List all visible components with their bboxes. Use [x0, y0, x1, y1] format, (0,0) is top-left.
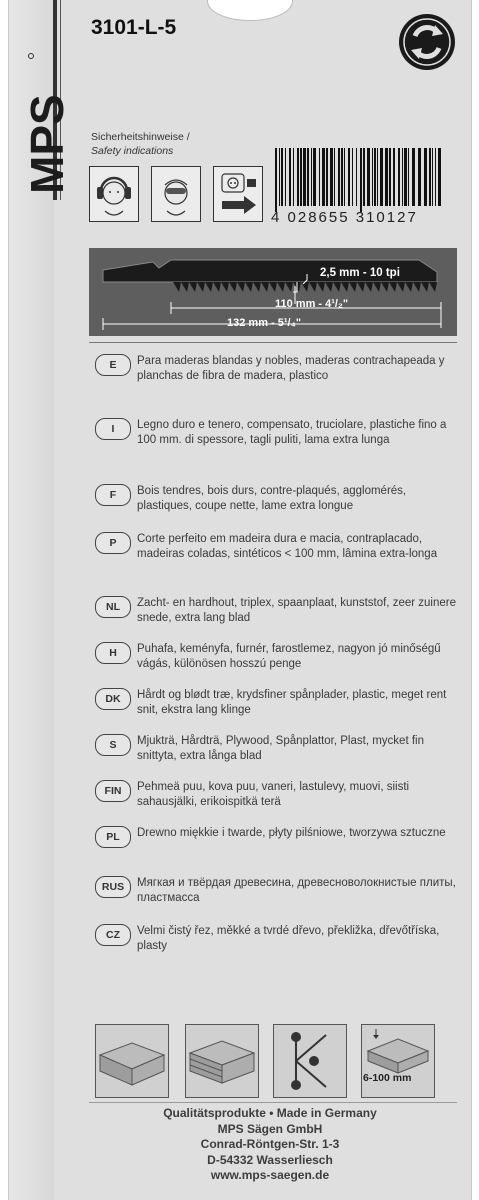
barcode-bar	[408, 148, 409, 206]
language-text: Bois tendres, bois durs, contre-plaqués, agglomérés, plastiques, coupe nette, lame extra longue	[137, 485, 407, 512]
language-text: Mjukträ, Hårdträ, Plywood, Spånplattor, Plast, mycket fin snittyta, extra långa blad	[137, 735, 424, 762]
footer-website: www.mps-saegen.de	[210, 1168, 330, 1182]
language-text: Velmi čistý řez, měkké a tvrdé dřevo, překližka, dřevőtříska, plasty	[137, 925, 440, 952]
language-text: Legno duro e tenero, compensato, truciolare, plastiche fino a 100 mm. di spessore, tagli puliti, lama extra lunga	[137, 419, 447, 446]
barcode-bar	[281, 148, 283, 206]
language-badge: DK	[95, 688, 131, 710]
barcode-bar	[438, 148, 441, 206]
barcode-bar	[338, 148, 340, 206]
hang-hole	[207, 0, 293, 21]
barcode-bar	[300, 148, 302, 206]
barcode-bar	[398, 148, 400, 206]
eye-protection-icon	[151, 166, 201, 222]
language-badge: FIN	[95, 780, 131, 802]
barcode-bar	[307, 148, 309, 206]
barcode-bar	[279, 148, 280, 206]
barcode-bar	[393, 148, 395, 206]
cut-direction-icon	[273, 1024, 347, 1098]
barcode-bar	[293, 148, 294, 206]
language-text: Para maderas blandas y nobles, maderas contrachapeada y planchas de fibra de madera, plastico	[137, 355, 445, 382]
barcode-bar	[356, 148, 357, 206]
language-badge: PL	[95, 826, 131, 848]
barcode-bar	[389, 148, 391, 206]
language-text: Corte perfeito em madeira dura e macia, contraplacado, madeiras coladas, sintéticos < 100 mm, lâmina extra-longa	[137, 533, 438, 560]
barcode-bar	[297, 148, 299, 206]
barcode-bar	[402, 148, 403, 206]
barcode-bar	[319, 148, 320, 206]
total-length: 132 mm - 5¹/₄"	[227, 317, 302, 329]
language-text: Мягкая и твёрдая древесина, древесноволокнистые плиты, пластмасса	[137, 877, 456, 904]
barcode-bar	[424, 148, 427, 206]
barcode-bar	[385, 148, 388, 206]
language-badge: NL	[95, 596, 131, 618]
barcode-bar	[348, 148, 350, 206]
language-badge: F	[95, 484, 131, 506]
language-badge: RUS	[95, 876, 131, 898]
barcode-bar	[380, 148, 383, 206]
barcode-bar	[429, 148, 431, 206]
barcode-bar	[334, 148, 335, 206]
barcode-bar	[330, 148, 333, 206]
barcode-bar	[313, 148, 316, 206]
language-badge: S	[95, 734, 131, 756]
barcode-bar	[326, 148, 328, 206]
unplug-power-icon	[213, 166, 263, 222]
softwood-icon	[95, 1024, 169, 1098]
language-text: Zacht- en hardhout, triplex, spaanplaat, kunststof, zeer zuinere snede, extra lang blad	[137, 597, 456, 624]
language-text: Drewno miękkie i twarde, płyty pilśniowe, tworzywa sztuczne	[137, 827, 446, 839]
part-number: 3101-L-5	[91, 16, 177, 39]
barcode-bar	[374, 148, 376, 206]
thickness-label: 6-100 mm	[363, 1072, 412, 1084]
barcode-bar	[367, 148, 370, 206]
barcode-bar	[377, 148, 378, 206]
footer-street: Conrad-Röntgen-Str. 1-3	[200, 1137, 340, 1151]
barcode-bar	[404, 148, 407, 206]
barcode-bar	[289, 148, 291, 206]
product-card	[8, 0, 472, 1200]
language-badge: I	[95, 418, 131, 440]
barcode-number: 4 028655 310127	[271, 209, 418, 226]
tooth-spec: 2,5 mm - 10 tpi	[320, 267, 400, 279]
divider	[89, 342, 457, 343]
divider	[89, 1102, 457, 1103]
language-text: Hårdt og blødt træ, krydsfiner spånplader, plastic, meget rent snit, ekstra lang klinge	[137, 689, 447, 716]
language-badge: E	[95, 354, 131, 376]
language-badge: P	[95, 532, 131, 554]
barcode-bar	[435, 148, 436, 206]
barcode-bar	[285, 148, 286, 206]
barcode-bar	[372, 148, 373, 206]
ear-protection-icon	[89, 166, 139, 222]
plywood-icon	[185, 1024, 259, 1098]
footer-company: MPS Sägen GmbH	[217, 1121, 323, 1136]
thickness-icon	[361, 1024, 435, 1098]
footer-city: D-54332 Wasserliesch	[207, 1152, 333, 1167]
footer-line-quality: Qualitätsprodukte • Made in Germany	[163, 1106, 377, 1120]
barcode-bar	[341, 148, 343, 206]
barcode-bar	[322, 148, 325, 206]
barcode-bar	[418, 148, 421, 206]
language-badge: H	[95, 642, 131, 664]
barcode-bar	[363, 148, 365, 206]
brand-logo	[15, 46, 75, 196]
recycle-icon	[399, 14, 455, 70]
barcode-bar	[432, 148, 433, 206]
mps-logo-icon	[15, 46, 75, 196]
safety-title	[91, 130, 190, 158]
language-badge: CZ	[95, 924, 131, 946]
safety-title-de: Sicherheitshinweise /	[91, 131, 190, 143]
barcode-bar	[412, 148, 415, 206]
language-text: Puhafa, keményfa, furnér, farostlemez, nagyon jó minőségű vágás, különösen hosszú penge	[137, 643, 441, 670]
language-text: Pehmeä puu, kova puu, vaneri, lastulevy, muovi, siisti sahausjälki, erikoispitkä terä	[137, 781, 410, 808]
barcode-bar	[352, 148, 353, 206]
barcode-bar	[303, 148, 306, 206]
barcode-bar	[360, 148, 362, 212]
logo-text: MPS	[21, 94, 73, 194]
working-length: 110 mm - 4¹/₂"	[275, 298, 349, 310]
barcode-bar	[275, 148, 277, 212]
barcode-bar	[311, 148, 312, 206]
barcode-bar	[344, 148, 345, 206]
safety-title-en: Safety indications	[91, 145, 174, 157]
footer	[105, 1106, 435, 1184]
